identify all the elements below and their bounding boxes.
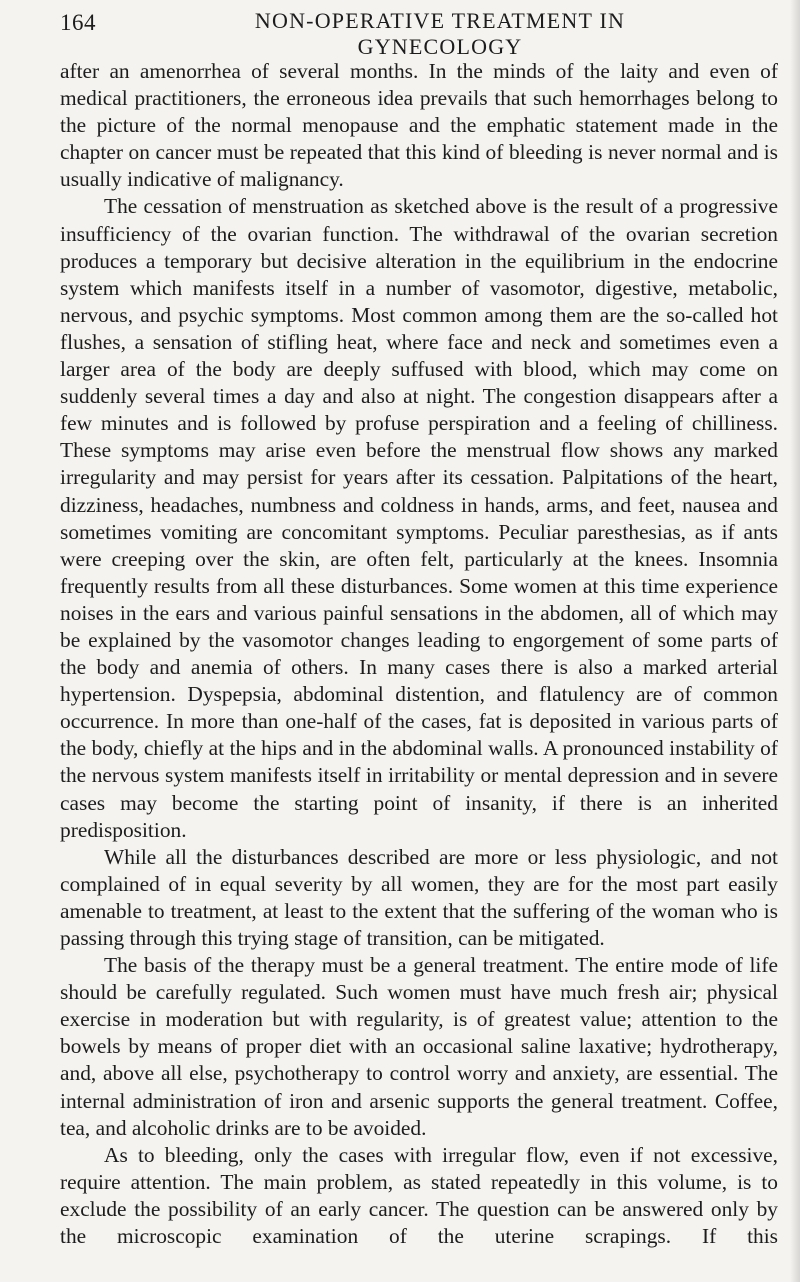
body-text	[60, 58, 778, 1250]
page-header	[60, 8, 778, 59]
paragraph-continued: after an amenorrhea of several months. In the minds of the laity and even of medical practitioners, the erroneous idea prevails that such hemorrhages belong to the picture of the normal menopause and the emphatic statement made in the chapter on cancer must be repeated that this kind of bleeding is never normal and is usually indicative of malignancy.	[60, 59, 778, 192]
paragraph-menopause-symptoms: The cessation of menstruation as sketched above is the result of a progressive insufficiency of the ovarian function. The withdrawal of the ovarian secretion produces a temporary but decisive alteration in the equilibrium in the endocrine system which manifests itself in a number of vasomotor, digestive, metabolic, nervous, and psychic symptoms. Most common among them are the so-called hot flushes, a sensation of stifling heat, where face and neck and sometimes even a larger area of the body are deeply suffused with blood, which may come on suddenly several times a day and also at night. The congestion disappears after a few minutes and is followed by profuse perspiration and a feeling of chilliness. These symptoms may arise even before the menstrual flow shows any marked irregularity and may persist for years after its cessation. Palpitations of the heart, dizziness, headaches, numbness and coldness in hands, arms, and feet, nausea and sometimes vomiting are concomitant symptoms. Peculiar paresthesias, as if ants were creeping over the skin, are often felt, particularly at the knees. Insomnia frequently results from all these disturbances. Some women at this time experience noises in the ears and various painful sensations in the abdomen, all of which may be explained by the vasomotor changes leading to engorgement of some parts of the body and anemia of others. In many cases there is also a marked arterial hypertension. Dyspepsia, abdominal distention, and flatulency are of common occurrence. In more than one-half of the cases, fat is deposited in various parts of the body, chiefly at the hips and in the abdominal walls. A pronounced instability of the nervous system manifests itself in irritability or mental depression and in severe cases may become the starting point of insanity, if there is an inherited predisposition.	[60, 194, 778, 842]
paragraph-therapy: The basis of the therapy must be a general treatment. The entire mode of life should be carefully regulated. Such women must have much fresh air; physical exercise in moderation but with regularity, is of greatest value; attention to the bowels by means of proper diet with an occasional saline laxative; hydrotherapy, and, above all else, psychotherapy to control worry and anxiety, are essential. The internal administration of iron and arsenic supports the general treatment. Coffee, tea, and alcoholic drinks are to be avoided.	[60, 953, 778, 1140]
paragraph-bleeding: As to bleeding, only the cases with irregular flow, even if not excessive, require attention. The main problem, as stated repeatedly in this volume, is to exclude the possibility of an early cancer. The question can be answered only by the microscopic examination of the uterine scrapings. If this	[60, 1142, 778, 1249]
page-edge-shadow	[790, 0, 800, 1282]
paragraph-disturbances: While all the disturbances described are more or less physiologic, and not complained of in equal severity by all women, they are for the most part easily amenable to treatment, at least to the extent that the suffering of the woman who is passing through this trying stage of transition, can be mitigated.	[60, 844, 778, 950]
page-number: 164	[60, 10, 96, 35]
running-title: NON-OPERATIVE TREATMENT IN GYNECOLOGY	[254, 8, 626, 59]
